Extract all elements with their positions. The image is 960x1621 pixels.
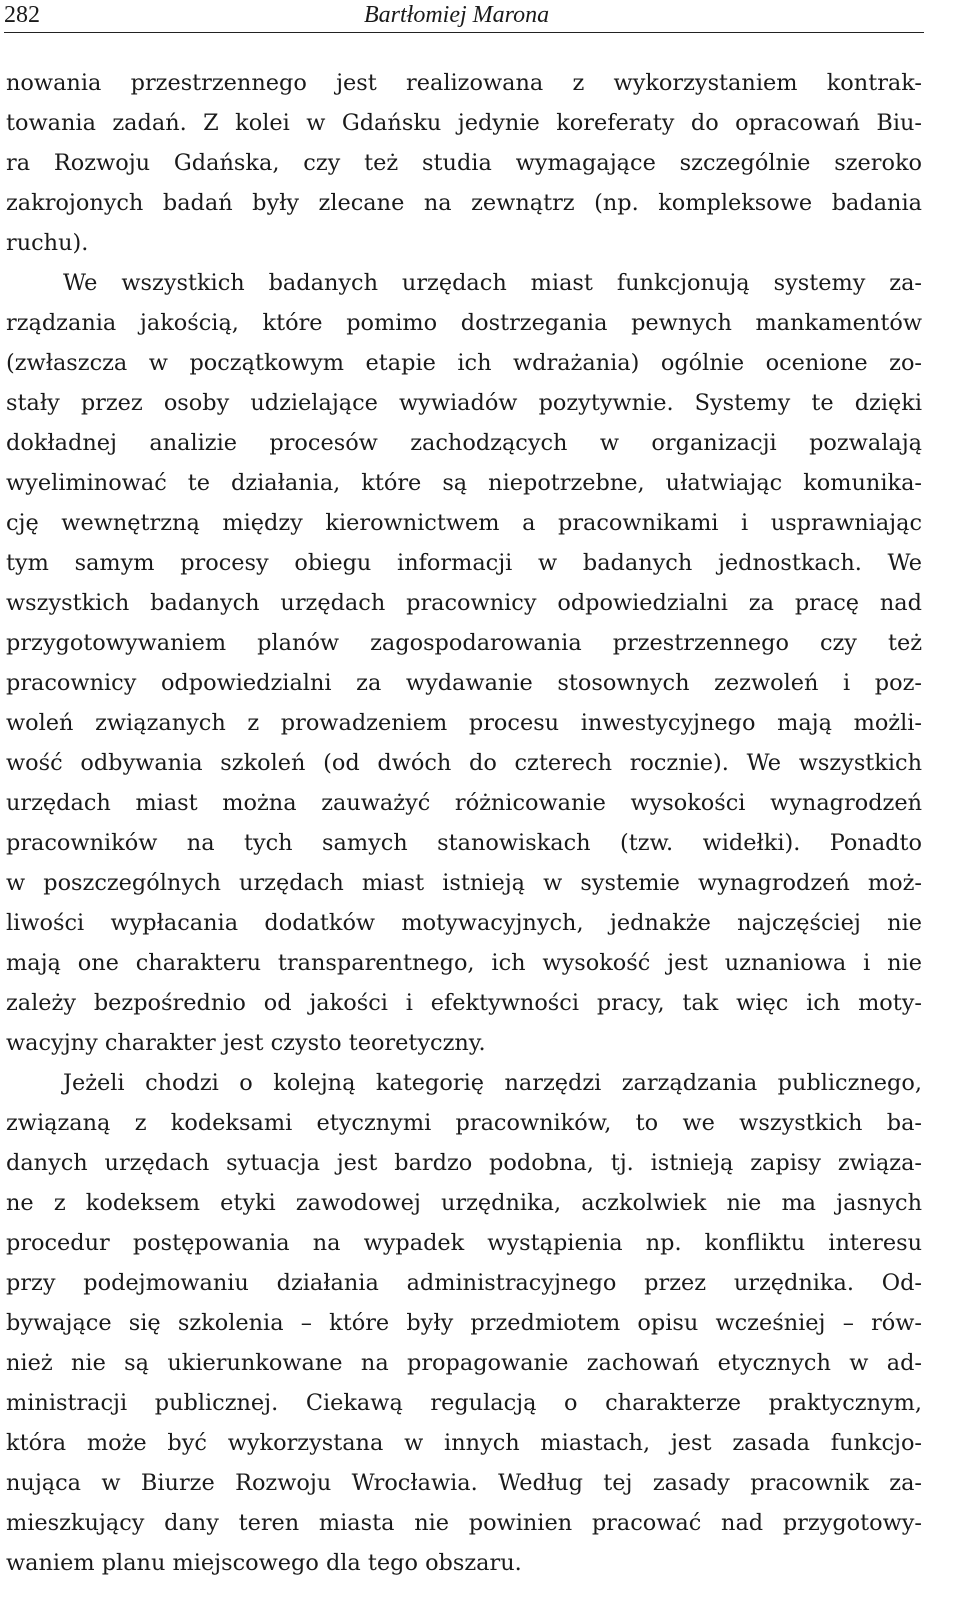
- text-line: cję wewnętrzną między kierownictwem a pracownikami i usprawniając: [6, 510, 922, 536]
- text-line: dokładnej analizie procesów zachodzących w organizacji pozwalają: [6, 430, 922, 456]
- text-line: mają one charakteru transparentnego, ich wysokość jest uznaniowa i nie: [6, 950, 922, 976]
- text-line: ruchu).: [6, 230, 89, 256]
- text-line: przy podejmowaniu działania administracyjnego przez urzędnika. Od-: [6, 1270, 922, 1296]
- text-line: Jeżeli chodzi o kolejną kategorię narzędzi zarządzania publicznego,: [63, 1070, 922, 1096]
- text-line: wość odbywania szkoleń (od dwóch do czterech rocznie). We wszystkich: [6, 750, 922, 776]
- running-header: [4, 0, 924, 33]
- text-line: nież nie są ukierunkowane na propagowanie zachowań etycznych w ad-: [6, 1350, 922, 1376]
- text-line: danych urzędach sytuacja jest bardzo podobna, tj. istnieją zapisy związa-: [6, 1150, 922, 1176]
- page-number: 282: [4, 2, 40, 28]
- text-line: wacyjny charakter jest czysto teoretyczny.: [6, 1030, 486, 1056]
- text-line: mieszkujący dany teren miasta nie powinien pracować nad przygotowy-: [6, 1510, 922, 1536]
- text-line: pracowników na tych samych stanowiskach (tzw. widełki). Ponadto: [6, 830, 922, 856]
- text-line: nująca w Biurze Rozwoju Wrocławia. Według tej zasady pracownik za-: [6, 1470, 922, 1496]
- text-line: woleń związanych z prowadzeniem procesu inwestycyjnego mają możli-: [6, 710, 922, 736]
- text-line: procedur postępowania na wypadek wystąpienia np. konfliktu interesu: [6, 1230, 922, 1256]
- text-line: wyeliminować te działania, które są niepotrzebne, ułatwiając komunika-: [6, 470, 922, 496]
- text-line: ne z kodeksem etyki zawodowej urzędnika, aczkolwiek nie ma jasnych: [6, 1190, 922, 1216]
- text-line: rządzania jakością, które pomimo dostrzegania pewnych mankamentów: [6, 310, 922, 336]
- text-line: zależy bezpośrednio od jakości i efektywności pracy, tak więc ich moty-: [6, 990, 922, 1016]
- text-line: towania zadań. Z kolei w Gdańsku jedynie koreferaty do opracowań Biu-: [6, 110, 922, 136]
- running-header-author: Bartłomiej Marona: [364, 2, 550, 28]
- text-line: wszystkich badanych urzędach pracownicy odpowiedzialni za pracę nad: [6, 590, 922, 616]
- text-line: liwości wypłacania dodatków motywacyjnych, jednakże najczęściej nie: [6, 910, 922, 936]
- text-line: stały przez osoby udzielające wywiadów pozytywnie. Systemy te dzięki: [6, 390, 922, 416]
- text-line: We wszystkich badanych urzędach miast funkcjonują systemy za-: [63, 270, 922, 296]
- body-text: [6, 63, 922, 1583]
- text-line: waniem planu miejscowego dla tego obszaru.: [6, 1550, 522, 1576]
- text-line: urzędach miast można zauważyć różnicowanie wysokości wynagrodzeń: [6, 790, 922, 816]
- text-line: ra Rozwoju Gdańska, czy też studia wymagające szczególnie szeroko: [6, 150, 922, 176]
- text-line: tym samym procesy obiegu informacji w badanych jednostkach. We: [6, 550, 922, 576]
- text-line: przygotowywaniem planów zagospodarowania przestrzennego czy też: [6, 630, 922, 656]
- text-line: pracownicy odpowiedzialni za wydawanie stosownych zezwoleń i poz-: [6, 670, 922, 696]
- text-line: związaną z kodeksami etycznymi pracowników, to we wszystkich ba-: [6, 1110, 922, 1136]
- text-line: nowania przestrzennego jest realizowana z wykorzystaniem kontrak-: [6, 70, 922, 96]
- text-line: ministracji publicznej. Ciekawą regulacją o charakterze praktycznym,: [6, 1390, 922, 1416]
- text-line: która może być wykorzystana w innych miastach, jest zasada funkcjo-: [6, 1430, 922, 1456]
- text-line: bywające się szkolenia – które były przedmiotem opisu wcześniej – rów-: [6, 1310, 922, 1336]
- text-line: w poszczególnych urzędach miast istnieją w systemie wynagrodzeń moż-: [6, 870, 922, 896]
- text-line: (zwłaszcza w początkowym etapie ich wdrażania) ogólnie ocenione zo-: [6, 350, 922, 376]
- text-line: zakrojonych badań były zlecane na zewnątrz (np. kompleksowe badania: [6, 190, 922, 216]
